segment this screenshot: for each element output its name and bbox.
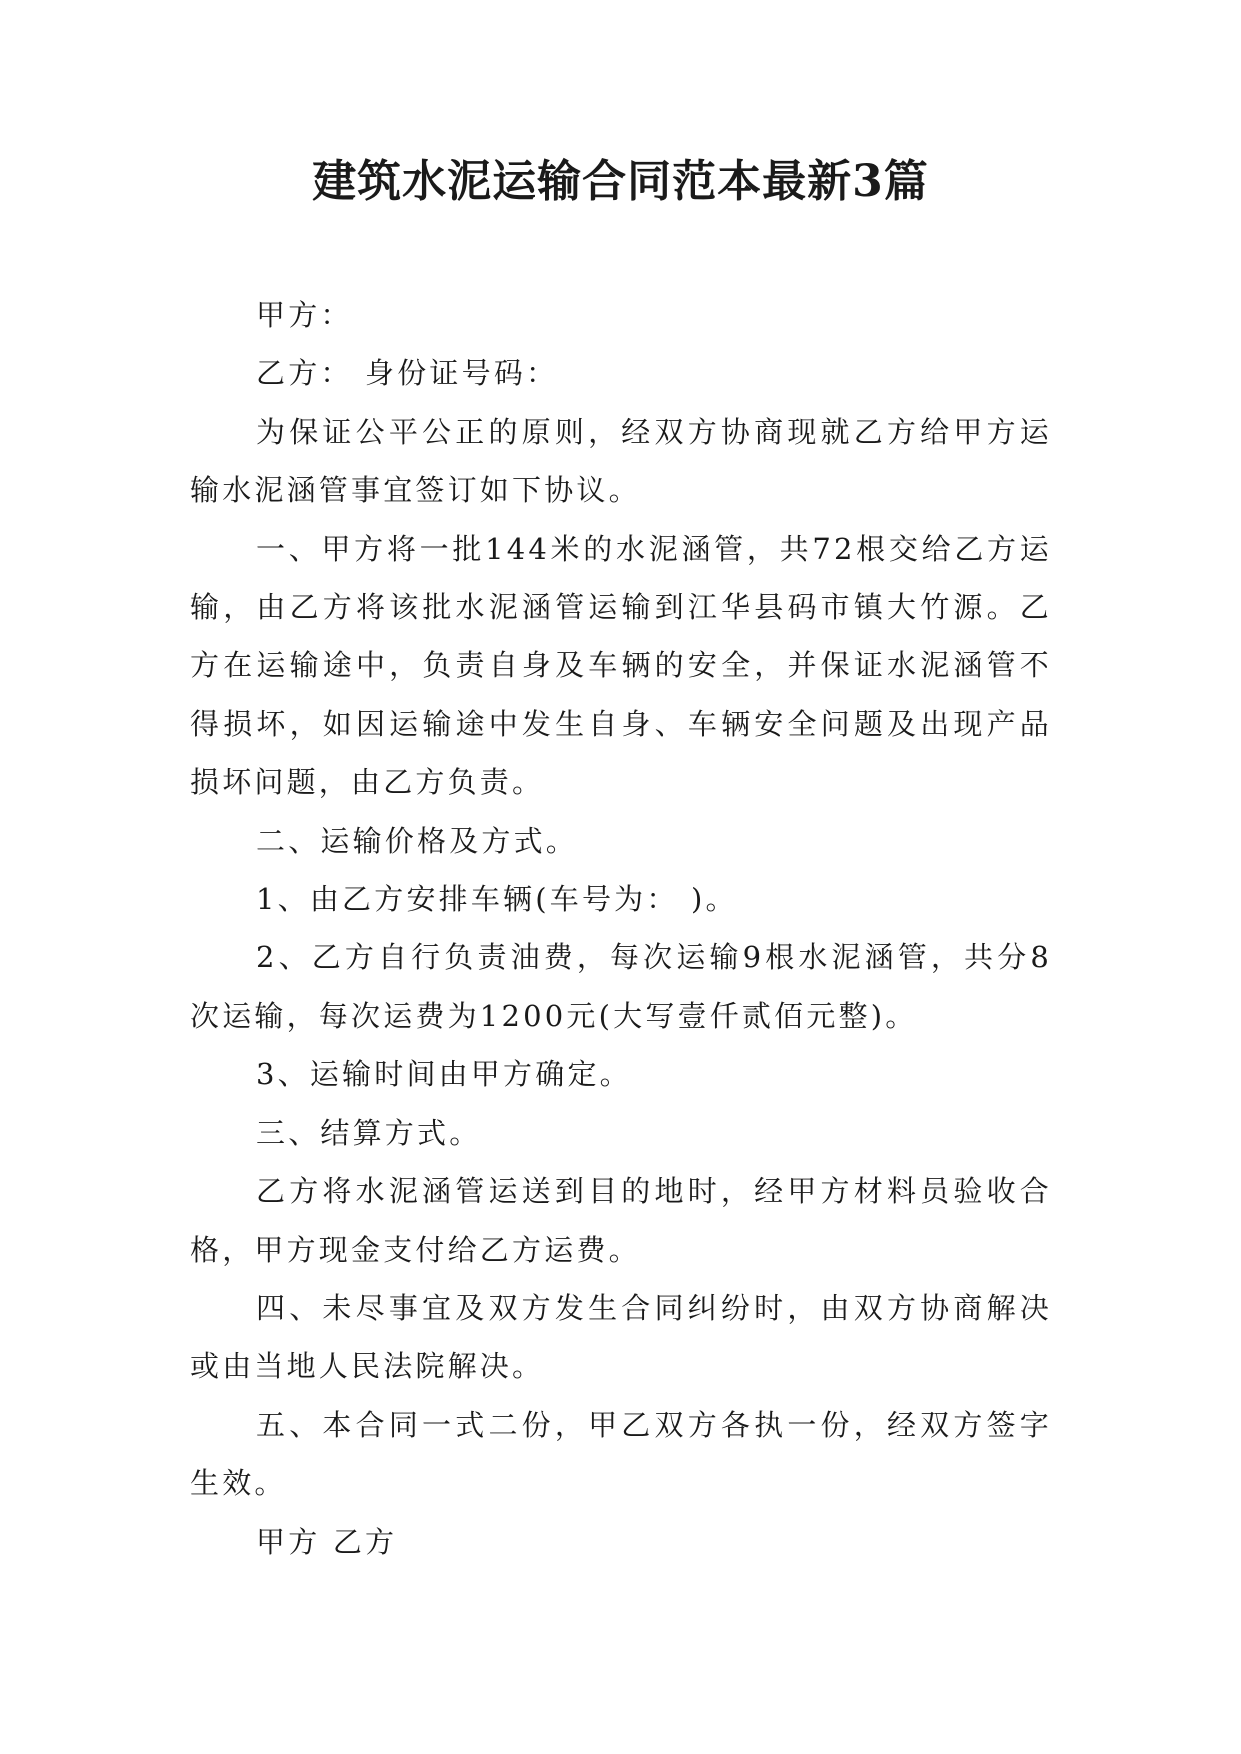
party-a-line: 甲方： [256,298,353,332]
clause-four: 四、未尽事宜及双方发生合同纠纷时，由双方协商解决或由当地人民法院解决。 [190,1290,1052,1384]
clause-five: 五、本合同一式二份，甲乙双方各执一份，经双方签字生效。 [190,1407,1052,1501]
clause-two-heading: 二、运输价格及方式。 [256,823,579,858]
party-b-line: 乙方： 身份证号码： [256,356,559,391]
document-title: 建筑水泥运输合同范本最新3篇 [312,156,929,207]
preamble-paragraph: 为保证公平公正的原则，经双方协商现就乙方给甲方运输水泥涵管事宜签订如下协议。 [190,414,1052,508]
clause-three-heading: 三、结算方式。 [256,1115,482,1150]
clause-two-item-3: 3、运输时间由甲方确定。 [256,1057,632,1092]
document-body [190,286,1052,1571]
signature-line: 甲方 乙方 [256,1524,398,1559]
clause-one: 一、甲方将一批144米的水泥涵管，共72根交给乙方运输，由乙方将该批水泥涵管运输到江华县码市镇大竹源。乙方在运输途中，负责自身及车辆的安全，并保证水泥涵管不得损坏，如因运输途中发生自身、车辆安全问题及出现产品损坏问题，由乙方负责。 [190,531,1052,800]
clause-three-body: 乙方将水泥涵管运送到目的地时，经甲方材料员验收合格，甲方现金支付给乙方运费。 [190,1174,1052,1267]
clause-two-item-1: 1、由乙方安排车辆(车号为： )。 [256,882,738,917]
clause-two-item-2: 2、乙方自行负责油费，每次运输9根水泥涵管，共分8次运输，每次运费为1200元(大写壹仟贰佰元整)。 [190,940,1052,1033]
